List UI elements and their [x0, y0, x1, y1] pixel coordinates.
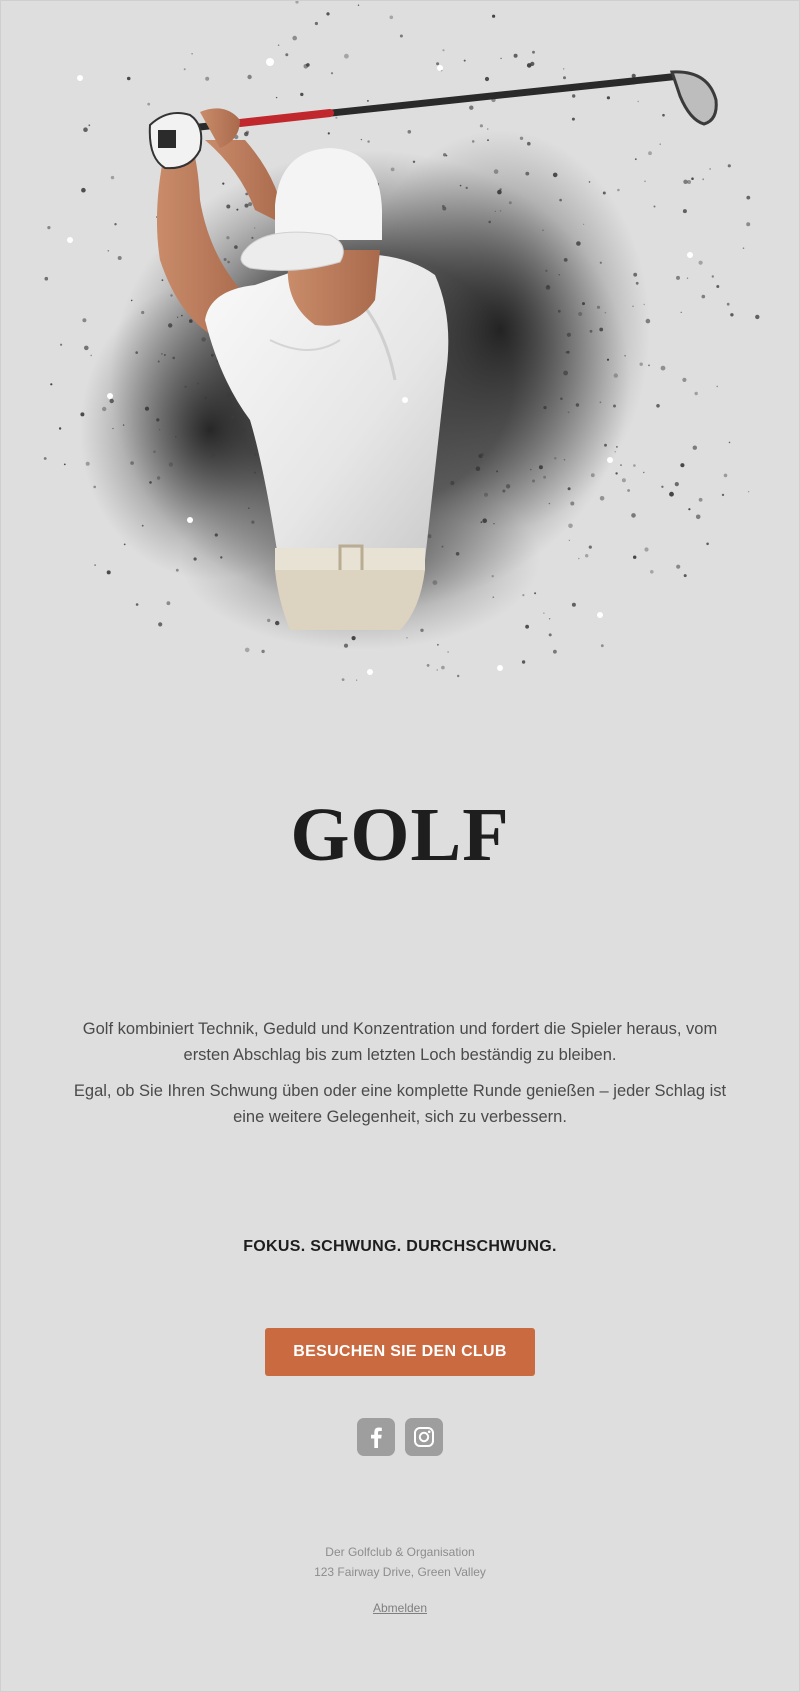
intro-paragraph-2: Egal, ob Sie Ihren Schwung üben oder eine komplette Runde genießen – jeder Schlag ist eine weitere Gelegenheit, sich zu verbessern. [73, 1082, 727, 1126]
intro-text [70, 1016, 730, 1140]
footer [0, 1542, 800, 1618]
page-title: GOLF [290, 793, 510, 877]
footer-address: 123 Fairway Drive, Green Valley [314, 1565, 486, 1579]
visit-club-button[interactable]: BESUCHEN SIE DEN CLUB [265, 1328, 535, 1376]
social-links [0, 1418, 800, 1456]
tagline: FOKUS. SCHWUNG. DURCHSCHWUNG. [243, 1238, 557, 1255]
facebook-icon [366, 1426, 386, 1448]
footer-org-name: Der Golfclub & Organisation [325, 1545, 475, 1559]
hero-image [40, 0, 760, 700]
instagram-button[interactable] [405, 1418, 443, 1456]
intro-paragraph-1: Golf kombiniert Technik, Geduld und Konzentration und fordert die Spieler heraus, vom ersten Abschlag bis zum letzten Loch beständig zu bleiben. [82, 1020, 718, 1064]
instagram-icon [413, 1426, 435, 1448]
unsubscribe-link[interactable]: Abmelden [372, 1601, 428, 1615]
facebook-button[interactable] [357, 1418, 395, 1456]
